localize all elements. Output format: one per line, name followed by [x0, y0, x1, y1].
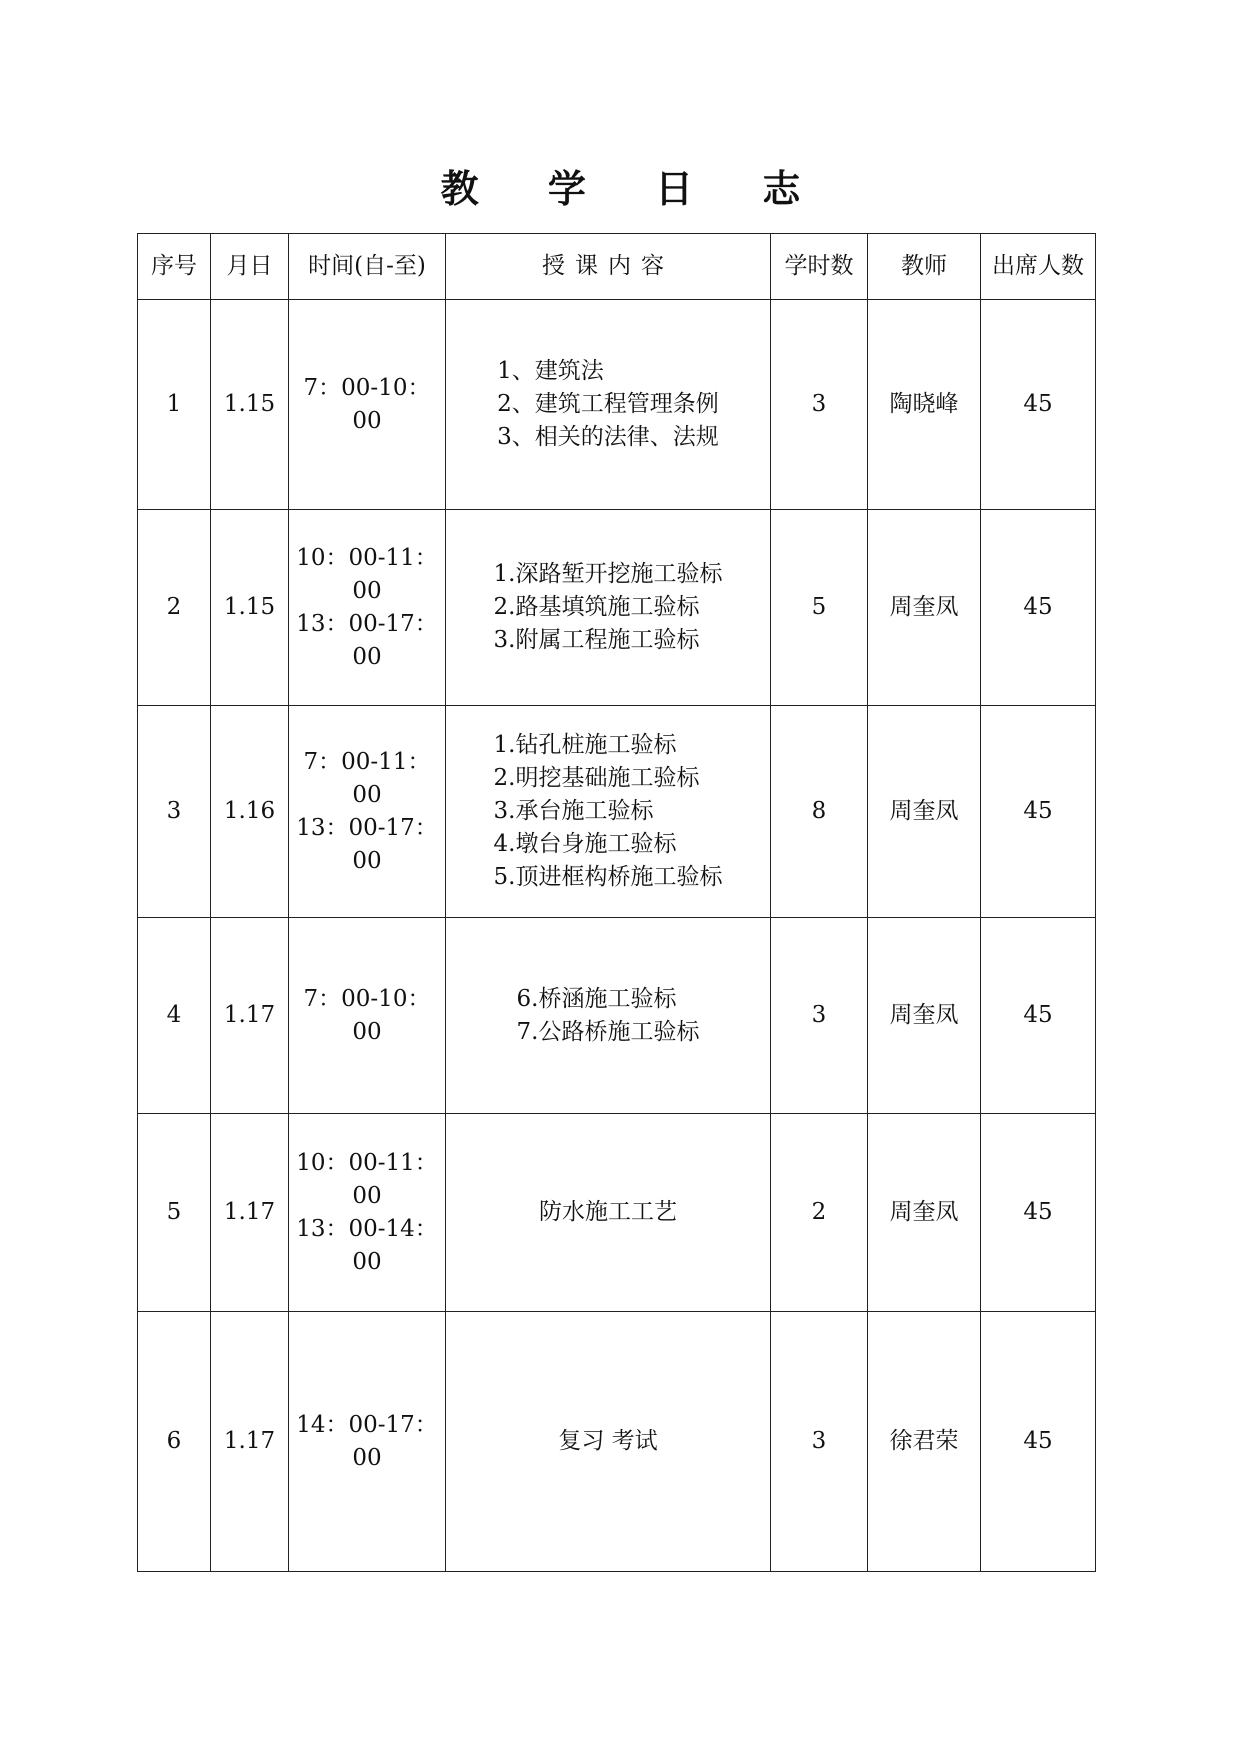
cell-attendance: 45 — [981, 300, 1096, 510]
cell-hours: 3 — [771, 918, 868, 1114]
header-row — [138, 234, 1096, 300]
document-title: 教 学 日 志 — [440, 166, 829, 211]
content-list — [539, 1196, 677, 1229]
cell-teacher: 徐君荣 — [868, 1312, 981, 1572]
header-teacher: 教师 — [868, 234, 981, 300]
cell-seq: 6 — [138, 1312, 211, 1572]
content-line: 防水施工工艺 — [539, 1199, 677, 1225]
time-line: 13：00-17：00 — [296, 610, 438, 670]
content-line: 复习 考试 — [558, 1428, 658, 1454]
cell-hours: 3 — [771, 300, 868, 510]
table-row — [138, 1114, 1096, 1312]
time-line: 13：00-14：00 — [296, 1215, 438, 1275]
header-time: 时间(自-至) — [289, 234, 446, 300]
time-line: 7：00-10：00 — [303, 374, 431, 434]
content-line: 1.深路堑开挖施工验标 — [493, 561, 723, 587]
cell-seq: 1 — [138, 300, 211, 510]
cell-hours: 8 — [771, 706, 868, 918]
header-seq: 序号 — [138, 234, 211, 300]
cell-date: 1.16 — [211, 706, 289, 918]
cell-teacher: 陶晓峰 — [868, 300, 981, 510]
cell-teacher: 周奎凤 — [868, 706, 981, 918]
content-line: 3、相关的法律、法规 — [497, 424, 719, 450]
table-body — [138, 300, 1096, 1572]
time-line: 10：00-11：00 — [296, 544, 438, 604]
cell-hours: 5 — [771, 510, 868, 706]
cell-attendance: 45 — [981, 1312, 1096, 1572]
cell-seq: 3 — [138, 706, 211, 918]
header-attendance: 出席人数 — [981, 234, 1096, 300]
content-line: 1、建筑法 — [497, 358, 604, 384]
cell-time — [289, 918, 446, 1114]
cell-time — [289, 300, 446, 510]
cell-content — [446, 706, 771, 918]
content-line: 1.钻孔桩施工验标 — [493, 732, 677, 758]
cell-content — [446, 918, 771, 1114]
time-line: 14：00-17：00 — [296, 1411, 438, 1471]
teaching-log-table — [137, 233, 1096, 1572]
table-row — [138, 918, 1096, 1114]
cell-date: 1.15 — [211, 300, 289, 510]
cell-attendance: 45 — [981, 510, 1096, 706]
cell-seq: 2 — [138, 510, 211, 706]
content-list — [517, 983, 700, 1049]
table-row — [138, 300, 1096, 510]
cell-content — [446, 1114, 771, 1312]
table-row — [138, 1312, 1096, 1572]
content-list — [558, 1425, 657, 1458]
cell-time — [289, 510, 446, 706]
cell-attendance: 45 — [981, 1114, 1096, 1312]
content-list — [494, 729, 723, 894]
cell-seq: 5 — [138, 1114, 211, 1312]
cell-hours: 2 — [771, 1114, 868, 1312]
content-list — [494, 558, 723, 657]
content-line: 2.路基填筑施工验标 — [493, 594, 700, 620]
cell-teacher: 周奎凤 — [868, 1114, 981, 1312]
cell-teacher: 周奎凤 — [868, 510, 981, 706]
content-line: 3.承台施工验标 — [493, 798, 654, 824]
cell-date: 1.15 — [211, 510, 289, 706]
cell-date: 1.17 — [211, 918, 289, 1114]
cell-attendance: 45 — [981, 706, 1096, 918]
cell-hours: 3 — [771, 1312, 868, 1572]
content-line: 6.桥涵施工验标 — [516, 985, 677, 1012]
header-hours: 学时数 — [771, 234, 868, 300]
time-line: 7：00-10：00 — [303, 985, 431, 1045]
content-line: 2.明挖基础施工验标 — [493, 765, 700, 791]
time-line: 10：00-11：00 — [296, 1149, 438, 1209]
cell-content — [446, 510, 771, 706]
content-line: 5.顶进框构桥施工验标 — [493, 864, 723, 890]
header-content: 授课内容 — [446, 234, 771, 300]
header-date: 月日 — [211, 234, 289, 300]
cell-time — [289, 1312, 446, 1572]
cell-content — [446, 300, 771, 510]
table-row — [138, 706, 1096, 918]
table-row — [138, 510, 1096, 706]
content-line: 4.墩台身施工验标 — [493, 831, 677, 857]
content-line: 3.附属工程施工验标 — [493, 627, 700, 653]
cell-teacher: 周奎凤 — [868, 918, 981, 1114]
time-line: 13：00-17：00 — [296, 814, 438, 874]
cell-time — [289, 706, 446, 918]
content-line: 7.公路桥施工验标 — [516, 1018, 700, 1045]
content-line: 2、建筑工程管理条例 — [497, 391, 719, 417]
cell-attendance: 45 — [981, 918, 1096, 1114]
cell-time — [289, 1114, 446, 1312]
cell-seq: 4 — [138, 918, 211, 1114]
cell-date: 1.17 — [211, 1114, 289, 1312]
cell-content — [446, 1312, 771, 1572]
time-line: 7：00-11：00 — [303, 748, 431, 808]
content-list — [497, 355, 719, 454]
cell-date: 1.17 — [211, 1312, 289, 1572]
